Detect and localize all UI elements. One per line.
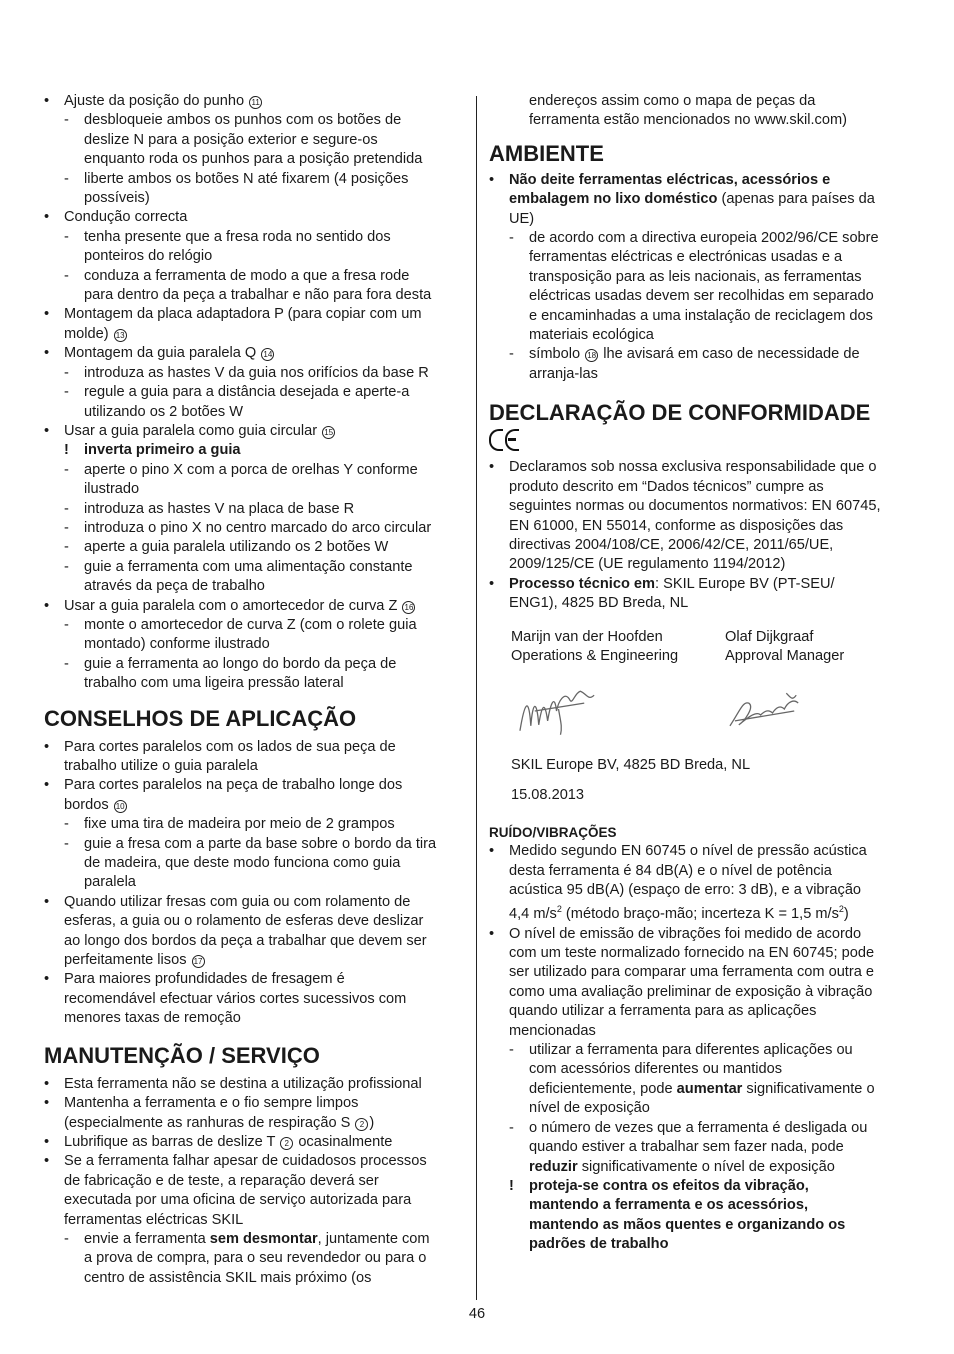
text-line: possíveis): [84, 190, 150, 207]
bullet-item: • Mantenha a ferramenta e o fio sempre limpos: [44, 1094, 464, 1113]
usage-list: [44, 92, 464, 694]
text-line: centro de assistência SKIL mais próximo (os: [84, 1269, 372, 1286]
sub-item: - fixe uma tira de madeira por meio de 2 grampos: [44, 815, 464, 834]
text-line: acústica 95 dB(A) (espaço de erro: 3 dB), e a vibração: [509, 881, 862, 898]
bullet-item: • Lubrifique as barras de deslize T 2 ocasinalmente: [44, 1133, 464, 1152]
sub-item: - guie a fresa com a parte da base sobre o bordo da tira: [44, 835, 464, 854]
text-line: ferramentas eléctricas SKIL: [64, 1211, 244, 1228]
figure-ref-icon: 18: [585, 349, 598, 362]
text-line: ENG1), 4825 BD Breda, NL: [509, 595, 689, 612]
signature-1-image: [515, 681, 604, 741]
sub-item: - envie a ferramenta sem desmontar, juntamente com: [44, 1230, 464, 1249]
figure-ref-icon: 15: [322, 426, 335, 439]
figure-ref-icon: 10: [114, 800, 127, 813]
text-line: quando utilizar a ferramenta para as aplicações: [509, 1003, 817, 1020]
declaration-date: 15.08.2013: [511, 786, 585, 803]
page-number: 46: [468, 1306, 486, 1322]
text-line: nível de exposição: [529, 1100, 650, 1117]
warning-item: ! proteja-se contra os efeitos da vibração,: [489, 1177, 909, 1196]
sub-item: - monte o amortecedor de curva Z (com o rolete guia: [44, 616, 464, 635]
text-line: padrões de trabalho: [529, 1236, 669, 1253]
text-line: quando estiver a trabalhar sem fazer nada, pode: [529, 1139, 844, 1156]
warning-item: ! inverta primeiro a guia: [44, 441, 464, 460]
bullet-item: • Usar a guia paralela com o amortecedor de curva Z 16: [44, 597, 464, 616]
bullet-item: • Para cortes paralelos com os lados de sua peça de: [44, 738, 464, 757]
sub-item: - aperte o pino X com a porca de orelhas Y conforme: [44, 461, 464, 480]
sub-item: - desbloqueie ambos os punhos com os botões de: [44, 111, 464, 130]
text-line: endereços assim como o mapa de peças da: [529, 93, 816, 109]
figure-ref-icon: 14: [261, 348, 274, 361]
text-line: com um teste normalizado fornecido na EN 60745; pode: [509, 945, 875, 962]
figure-ref-icon: 13: [114, 329, 127, 342]
heading-environment: AMBIENTE: [489, 140, 604, 166]
text-line: 2009/125/CE (UE regulamento 1194/2012): [509, 556, 786, 573]
text-line: 4,4 $m/s^2$ (método braço-mão; incerteza K = 1,5 $m/s^2$): [509, 904, 849, 923]
heading-maintenance: MANUTENÇÃO / SERVIÇO: [44, 1042, 320, 1068]
bullet-item: • Não deite ferramentas eléctricas, acessórios e: [489, 171, 909, 190]
sub-item: - liberte ambos os botões N até fixarem (4 posições: [44, 170, 464, 189]
bullet-item: • Condução correcta: [44, 208, 464, 227]
sub-item: - guie a ferramenta ao longo do bordo da peça de: [44, 655, 464, 674]
text-line: com acessórios diferentes ou mantidos: [529, 1061, 783, 1078]
sub-item: - utilizar a ferramenta para diferentes aplicações ou: [489, 1041, 909, 1060]
text-line: embalagem no lixo doméstico (apenas para países da: [509, 191, 875, 208]
bullet-item: • Declaramos sob nossa exclusiva responsabilidade que o: [489, 458, 909, 477]
service-intro: [489, 92, 909, 131]
bullet-item: • O nível de emissão de vibrações foi medido de acordo: [489, 925, 909, 944]
sub-item: - tenha presente que a fresa roda no sentido dos: [44, 228, 464, 247]
text-line: eléctricas usadas devem ser recolhidas em separado: [529, 288, 874, 305]
text-line: ilustrado: [84, 481, 140, 498]
text-line: paralela: [84, 874, 136, 891]
text-line: trabalho utilize o guia paralela: [64, 758, 258, 774]
text-line: menores taxas de remoção: [64, 1010, 241, 1027]
figure-ref-icon: 2: [355, 1118, 368, 1131]
text-line: como uma avaliação preliminar de exposição à vibração: [509, 983, 873, 1000]
text-line: mantendo as mãos quentes e organizando os: [529, 1216, 846, 1233]
figure-ref-icon: 2: [280, 1137, 293, 1150]
signatory-2: [725, 628, 844, 667]
text-line: enquanto roda os punhos para a posição pretendida: [84, 151, 423, 168]
declaration-list: [489, 458, 909, 613]
signatories: [489, 628, 909, 667]
left-column: [44, 92, 464, 1288]
text-line: perfeitamente lisos 17: [44, 951, 464, 970]
text-line: seguintes normas ou documentos normativos: EN 60745,: [509, 498, 881, 515]
text-line: UE): [509, 210, 535, 227]
bullet-item: • Montagem da guia paralela Q 14: [44, 344, 464, 363]
text-line: montado) conforme ilustrado: [84, 636, 270, 653]
maintenance-list: [44, 1075, 464, 1288]
signature-2-image: [725, 681, 814, 741]
bullet-item: • Se a ferramenta falhar apesar de cuidadosos processos: [44, 1152, 464, 1171]
right-column: [489, 92, 909, 1255]
signatory-role: Approval Manager: [725, 647, 845, 664]
text-line: desta ferramenta é 84 dB(A) e o nível de potência: [509, 862, 832, 879]
text-line: ferramentas eléctricas e electrónicas usadas e a: [529, 249, 843, 266]
text-line: de madeira, que deste modo funciona como guia: [84, 855, 401, 872]
text-line: molde) 13: [44, 325, 464, 344]
sub-item: - guie a ferramenta com uma alimentação constante: [44, 558, 464, 577]
sub-item: - o número de vezes que a ferramenta é desligada ou: [489, 1119, 909, 1138]
noise-list: [489, 842, 909, 1254]
signatory-1: [511, 628, 725, 667]
text-line: recomendável efectuar vários cortes sucessivos com: [64, 990, 407, 1007]
text-line: deslize N para a posição exterior e segure-os: [84, 131, 378, 148]
text-line: para dentro da peça a trabalhar e não para fora desta: [84, 287, 432, 304]
signatory-name: Olaf Dijkgraaf: [725, 628, 814, 645]
signatory-role: Operations & Engineering: [511, 647, 679, 664]
sub-item: - introduza as hastes V na placa de base R: [44, 500, 464, 519]
text-line: ao longo dos bordos da peça a trabalhar que devem ser: [64, 932, 427, 949]
bullet-item: • Ajuste da posição do punho 11: [44, 92, 464, 111]
text-line: mencionadas: [509, 1022, 596, 1039]
text-line: directivas 2004/108/CE, 2006/42/CE, 2011/65/UE,: [509, 536, 834, 553]
sub-item: - símbolo 18 lhe avisará em caso de necessidade de: [489, 345, 909, 364]
text-line: trabalho com uma ligeira pressão lateral: [84, 675, 344, 692]
figure-ref-icon: 16: [402, 601, 415, 614]
text-line: reduzir significativamente o nível de exposição: [529, 1158, 835, 1175]
sub-item: - aperte a guia paralela utilizando os 2 botões W: [44, 538, 464, 557]
text-line: e encaminhadas a uma instalação de reciclagem dos: [529, 307, 873, 324]
figure-ref-icon: 11: [249, 96, 262, 109]
figure-ref-icon: 17: [192, 955, 205, 968]
text-line: ferramenta estão mencionados no www.skil.com): [529, 112, 847, 129]
sub-item: - introduza o pino X no centro marcado do arco circular: [44, 519, 464, 538]
text-line: transposição para as leis nacionais, as ferramentas: [529, 268, 862, 285]
heading-noise-vibration: RUÍDO/VIBRAÇÕES: [489, 825, 617, 841]
bullet-item: • Usar a guia paralela como guia circular 15: [44, 422, 464, 441]
column-divider: [476, 96, 477, 1300]
bullet-item: • Para cortes paralelos na peça de trabalho longe dos: [44, 776, 464, 795]
ce-mark-icon: [489, 428, 909, 452]
text-line: mantendo a ferramenta e os acessórios,: [529, 1197, 809, 1214]
text-line: ser utilizado para comparar uma ferramenta com outra e: [509, 964, 875, 981]
application-tips-list: [44, 738, 464, 1029]
signatures: [489, 666, 909, 756]
bullet-item: • Processo técnico em: SKIL Europe BV (PT-SEU/: [489, 575, 909, 594]
text-line: de fabricação e de teste, a reparação deverá ser: [64, 1172, 379, 1189]
text-line: materiais ecológica: [529, 327, 654, 344]
text-line: através da peça de trabalho: [84, 578, 265, 595]
text-line: produto descrito em “Dados técnicos” cumpre as: [509, 478, 824, 495]
sub-item: - introduza as hastes V da guia nos orifícios da base R: [44, 364, 464, 383]
sub-item: - regule a guia para a distância desejada e aperte-a: [44, 383, 464, 402]
heading-declaration: DECLARAÇÃO DE CONFORMIDADE: [489, 400, 871, 426]
sub-item: - de acordo com a directiva europeia 2002/96/CE sobre: [489, 229, 909, 248]
text-line: executada por uma oficina de serviço autorizada para: [64, 1192, 412, 1209]
text-line: utilizando os 2 botões W: [84, 403, 243, 420]
text-line: a prova de compra, para o seu revendedor ou para o: [84, 1250, 427, 1267]
bullet-item: • Montagem da placa adaptadora P (para copiar com um: [44, 305, 464, 324]
text-line: bordos 10: [44, 796, 464, 815]
bullet-item: • Esta ferramenta não se destina a utilização profissional: [44, 1075, 464, 1094]
heading-application-tips: CONSELHOS DE APLICAÇÃO: [44, 705, 357, 731]
bullet-item: • Para maiores profundidades de fresagem é: [44, 970, 464, 989]
environment-list: [489, 171, 909, 384]
text-line: EN 61000, EN 55014, conforme as disposições das: [509, 517, 844, 534]
text-line: ponteiros do relógio: [84, 248, 213, 265]
signatory-name: Marijn van der Hoofden: [511, 628, 663, 645]
text-line: deficientemente, pode aumentar significativamente o: [529, 1080, 875, 1097]
text-line: esferas, a guia ou o rolamento de esferas deve deslizar: [64, 913, 424, 930]
bullet-item: • Quando utilizar fresas com guia ou com rolamento de: [44, 893, 464, 912]
text-line: arranja-las: [529, 365, 598, 382]
sub-item: - conduza a ferramenta de modo a que a fresa rode: [44, 267, 464, 286]
company-address: SKIL Europe BV, 4825 BD Breda, NL: [511, 757, 751, 774]
bullet-item: • Medido segundo EN 60745 o nível de pressão acústica: [489, 842, 909, 861]
text-line: (especialmente as ranhuras de respiração S 2 ): [64, 1114, 375, 1131]
